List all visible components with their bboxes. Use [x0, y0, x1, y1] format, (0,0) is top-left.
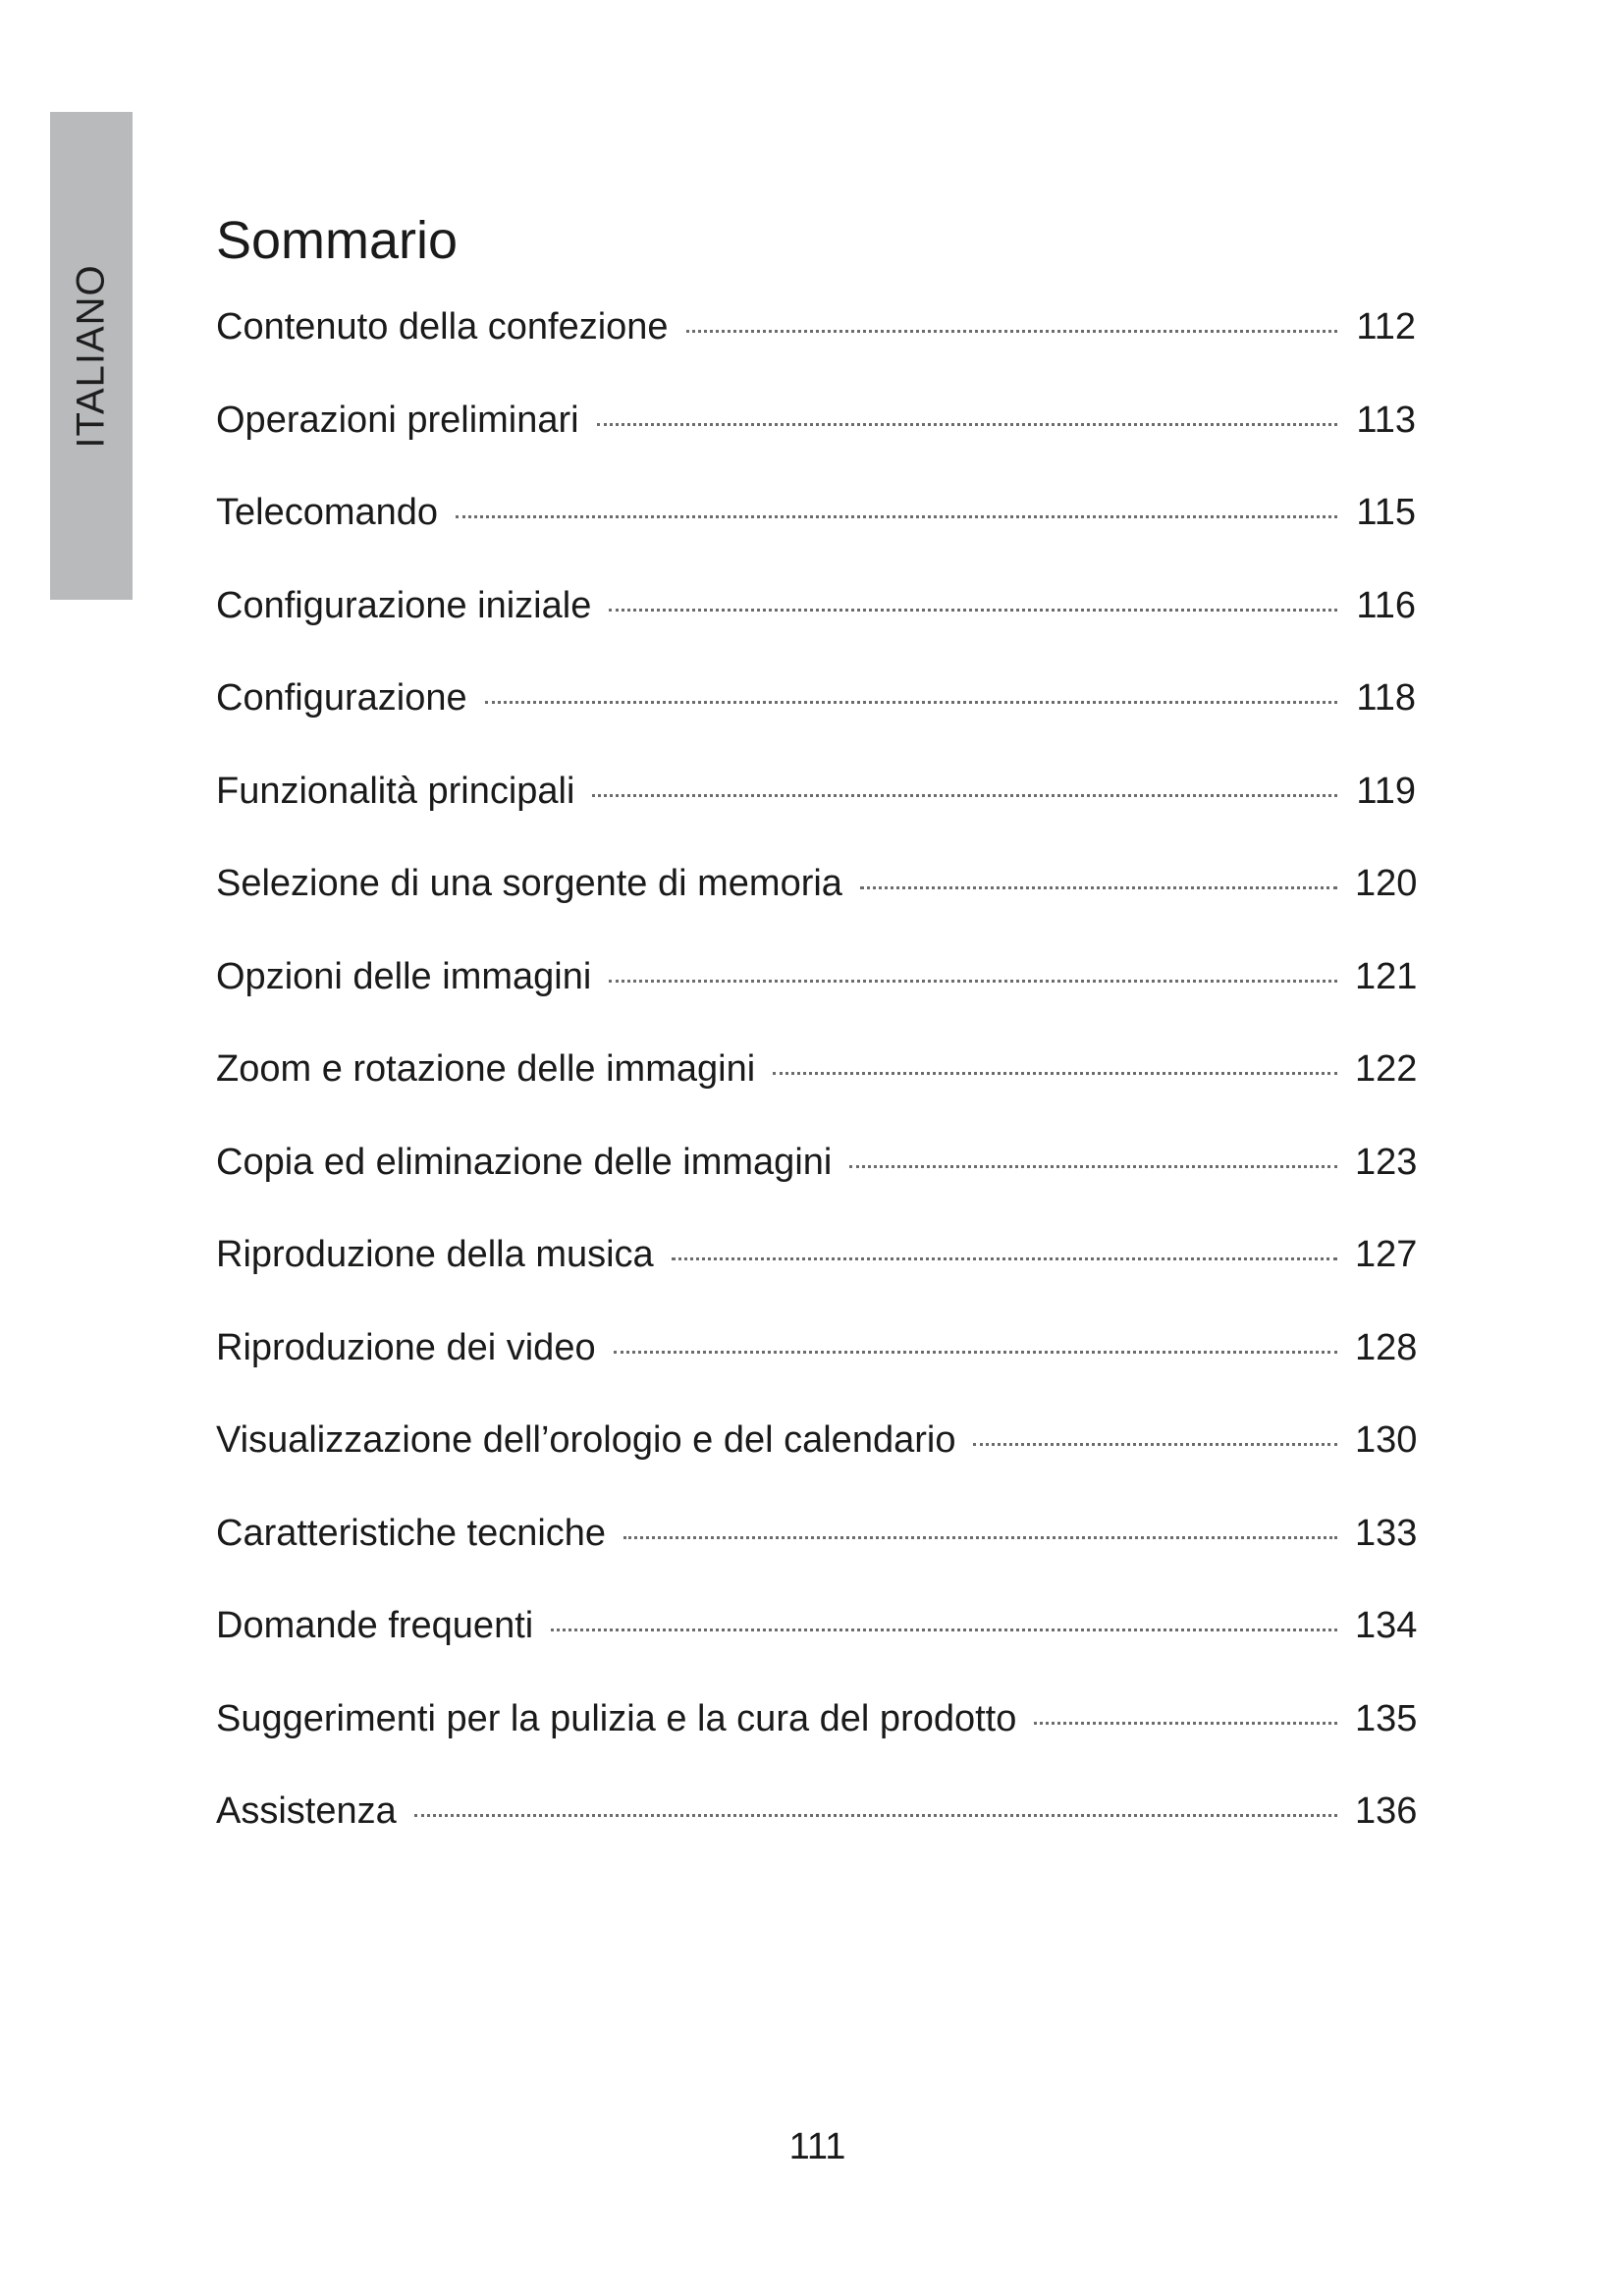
- toc-entry-page: 115: [1356, 492, 1416, 533]
- toc-entry-title: Copia ed eliminazione delle immagini: [216, 1141, 833, 1183]
- toc-entry[interactable]: [216, 677, 1416, 771]
- toc-entry-title: Operazioni preliminari: [216, 399, 579, 441]
- toc-dot-leader: [456, 515, 1337, 518]
- toc-entry[interactable]: [216, 1605, 1416, 1698]
- toc-entry-page: 116: [1356, 584, 1416, 626]
- page-title: Sommario: [216, 211, 459, 270]
- toc-entry-page: 130: [1355, 1419, 1418, 1461]
- toc-dot-leader: [485, 701, 1337, 704]
- toc-entry-title: Riproduzione dei video: [216, 1326, 596, 1368]
- toc-entry[interactable]: [216, 306, 1416, 400]
- toc-dot-leader: [551, 1629, 1337, 1631]
- toc-entry-page: 122: [1355, 1048, 1418, 1090]
- toc-entry-page: 113: [1356, 399, 1416, 441]
- toc-entry-title: Selezione di una sorgente di memoria: [216, 863, 842, 904]
- toc-entry-page: 123: [1355, 1141, 1418, 1183]
- toc-entry[interactable]: [216, 1419, 1416, 1513]
- toc-dot-leader: [609, 980, 1337, 983]
- toc-entry[interactable]: [216, 492, 1416, 585]
- table-of-contents: [216, 306, 1416, 1884]
- toc-entry[interactable]: [216, 585, 1416, 678]
- toc-dot-leader: [672, 1257, 1337, 1260]
- toc-entry-title: Telecomando: [216, 492, 439, 533]
- toc-entry[interactable]: [216, 771, 1416, 864]
- toc-entry[interactable]: [216, 1234, 1416, 1327]
- toc-dot-leader: [592, 794, 1337, 797]
- toc-entry-title: Caratteristiche tecniche: [216, 1512, 607, 1554]
- toc-entry-title: Configurazione: [216, 677, 467, 719]
- toc-entry-title: Opzioni delle immagini: [216, 955, 592, 997]
- toc-dot-leader: [614, 1351, 1337, 1354]
- toc-dot-leader: [973, 1443, 1337, 1446]
- toc-entry-page: 121: [1355, 955, 1418, 997]
- toc-entry-page: 128: [1355, 1326, 1418, 1368]
- toc-entry[interactable]: [216, 1790, 1416, 1884]
- toc-entry-title: Contenuto della confezione: [216, 306, 669, 347]
- toc-entry-title: Riproduzione della musica: [216, 1234, 654, 1275]
- toc-entry[interactable]: [216, 1142, 1416, 1235]
- toc-entry-page: 136: [1355, 1790, 1418, 1832]
- language-label: ITALIANO: [69, 264, 113, 449]
- toc-dot-leader: [686, 330, 1337, 333]
- toc-dot-leader: [623, 1536, 1337, 1539]
- toc-dot-leader: [1034, 1722, 1337, 1725]
- toc-entry-title: Configurazione iniziale: [216, 584, 592, 626]
- toc-dot-leader: [773, 1072, 1337, 1075]
- toc-entry-page: 133: [1355, 1512, 1418, 1554]
- toc-dot-leader: [414, 1814, 1337, 1817]
- toc-entry-title: Zoom e rotazione delle immagini: [216, 1048, 756, 1090]
- toc-entry-page: 120: [1355, 863, 1418, 904]
- toc-entry-title: Visualizzazione dell’orologio e del calendario: [216, 1419, 956, 1461]
- toc-entry[interactable]: [216, 1513, 1416, 1606]
- toc-entry-title: Assistenza: [216, 1790, 397, 1832]
- toc-dot-leader: [597, 423, 1337, 426]
- toc-entry-title: Funzionalità principali: [216, 770, 575, 812]
- toc-dot-leader: [849, 1165, 1337, 1168]
- toc-entry[interactable]: [216, 1327, 1416, 1420]
- toc-entry-title: Suggerimenti per la pulizia e la cura del prodotto: [216, 1697, 1017, 1739]
- toc-entry[interactable]: [216, 400, 1416, 493]
- toc-dot-leader: [860, 886, 1337, 889]
- toc-entry-page: 118: [1356, 677, 1416, 719]
- page-number: 111: [788, 2126, 846, 2167]
- toc-entry-title: Domande frequenti: [216, 1605, 534, 1646]
- toc-entry-page: 112: [1356, 306, 1416, 347]
- toc-entry-page: 127: [1355, 1234, 1418, 1275]
- toc-entry-page: 119: [1356, 770, 1416, 812]
- toc-entry[interactable]: [216, 863, 1416, 956]
- toc-entry[interactable]: [216, 1698, 1416, 1791]
- toc-dot-leader: [609, 609, 1337, 612]
- toc-entry-page: 134: [1355, 1605, 1418, 1646]
- toc-entry[interactable]: [216, 956, 1416, 1049]
- toc-entry-page: 135: [1355, 1697, 1418, 1739]
- toc-entry[interactable]: [216, 1048, 1416, 1142]
